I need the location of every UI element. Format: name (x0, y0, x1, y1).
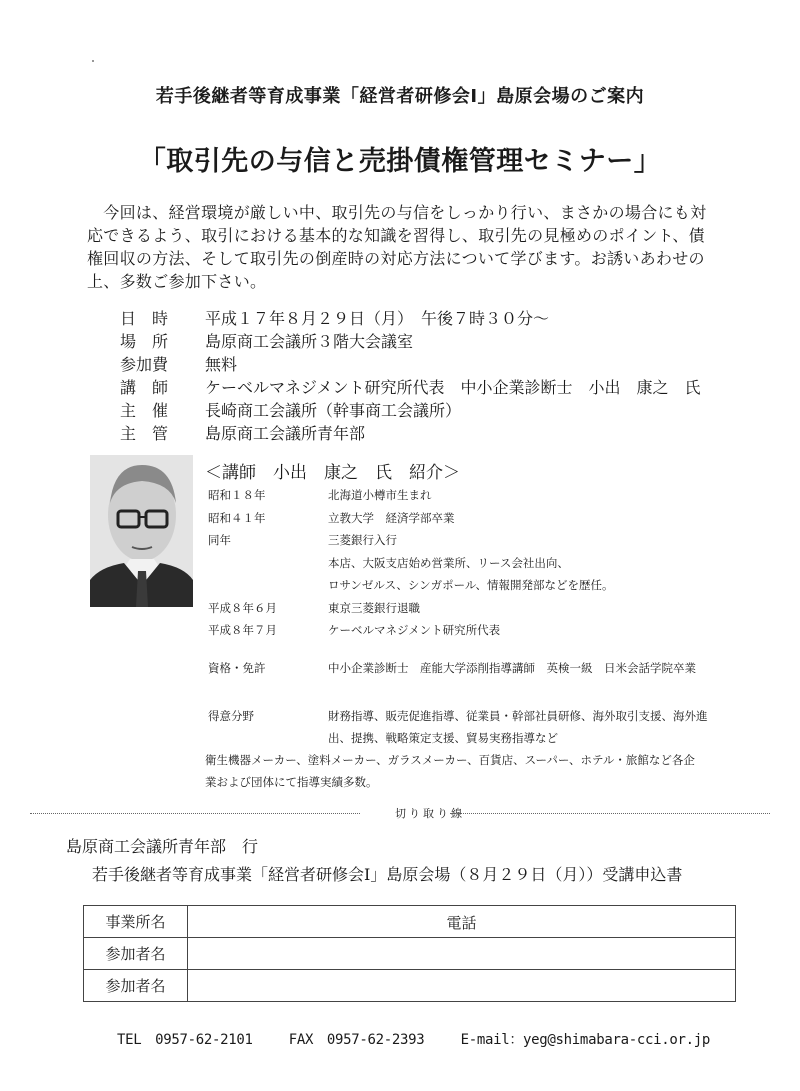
history-value: 東京三菱銀行退職 (328, 601, 420, 615)
participant-name-field[interactable] (188, 938, 736, 970)
detail-label: 講 師 (120, 378, 169, 397)
detail-row-lecturer (120, 376, 760, 399)
intro-line: 権回収の方法、そして取引先の倒産時の対応方法について学びます。お誘いあわせの (87, 249, 705, 268)
cut-line-dash-right (450, 813, 770, 814)
detail-row-fee (120, 353, 760, 376)
cut-line-dash-left (30, 813, 360, 814)
participant-name-field[interactable] (188, 970, 736, 1002)
history-value: ケーベルマネジメント研究所代表 (328, 623, 501, 637)
detail-value: 長崎商工会議所（幹事商工会議所） (205, 401, 462, 420)
history-key: 平成８年７月 (208, 623, 277, 637)
cut-line-label: 切り取り線 (395, 807, 465, 820)
form-row-participant (84, 938, 736, 970)
detail-value: 島原商工会議所青年部 (205, 424, 366, 443)
portrait-icon (90, 455, 193, 607)
qualifications-label: 資格・免許 (208, 661, 266, 675)
intro-line: 上、多数ご参加下さい。 (87, 272, 267, 291)
detail-label: 参加費 (120, 355, 169, 374)
detail-label: 主 管 (120, 424, 169, 443)
contact-tel: TEL 0957-62-2101 (117, 1032, 253, 1048)
scan-speck (92, 60, 94, 62)
qualifications-value: 中小企業診断士 産能大学添削指導講師 英検一級 日米会話学院卒業 (328, 661, 696, 675)
clients-line: 衛生機器メーカー、塗料メーカー、ガラスメーカー、百貨店、スーパー、ホテル・旅館など各企 (205, 753, 695, 767)
contact-email[interactable]: E-mail：yeg@shimabara-cci.or.jp (460, 1032, 710, 1048)
contact-info (117, 1029, 738, 1049)
detail-value: 平成１７年８月２９日（月） 午後７時３０分～ (205, 309, 550, 328)
history-value: 本店、大阪支店始め営業所、リース会社出向、 (328, 556, 569, 570)
event-details (120, 307, 760, 445)
history-key: 昭和１８年 (208, 488, 266, 502)
cut-line (30, 805, 770, 821)
detail-row-organizer (120, 399, 760, 422)
business-name-field[interactable] (188, 906, 736, 938)
history-value: 立教大学 経済学部卒業 (328, 511, 455, 525)
expertise-value: 出、提携、戦略策定支援、貿易実務指導など (328, 731, 558, 745)
history-key: 平成８年６月 (208, 601, 277, 615)
intro-line: 応できるよう、取引における基本的な知識を習得し、取引先の見極めのポイント、債 (87, 226, 705, 245)
seminar-title: 「取引先の与信と売掛債権管理セミナー」 (138, 146, 662, 177)
participant-name-label: 参加者名 (84, 938, 188, 970)
detail-row-datetime (120, 307, 760, 330)
form-row-business (84, 906, 736, 938)
detail-label: 日 時 (120, 309, 169, 328)
detail-value: 島原商工会議所３階大会議室 (205, 332, 414, 351)
history-value: 三菱銀行入行 (328, 533, 397, 547)
history-value: ロサンゼルス、シンガポール、情報開発部などを歴任。 (328, 578, 614, 592)
participant-name-label: 参加者名 (84, 970, 188, 1002)
contact-fax: FAX 0957-62-2393 (288, 1032, 425, 1048)
form-title: 若手後継者等育成事業「経営者研修会Ⅰ」島原会場（８月２９日（月））受講申込書 (92, 865, 683, 884)
history-key: 同年 (208, 533, 231, 547)
history-key: 昭和４１年 (208, 511, 266, 525)
form-row-participant (84, 970, 736, 1002)
phone-label: 電話 (446, 914, 477, 932)
history-value: 北海道小樽市生まれ (328, 488, 432, 502)
business-name-label: 事業所名 (84, 906, 188, 938)
detail-row-venue (120, 330, 760, 353)
clients-line: 業および団体にて指導実績多数。 (205, 775, 378, 789)
detail-label: 場 所 (120, 332, 169, 351)
speaker-photo (90, 455, 193, 607)
detail-row-host (120, 422, 760, 445)
application-form (83, 905, 736, 1002)
form-recipient: 島原商工会議所青年部 行 (66, 837, 259, 856)
intro-line: 今回は、経営環境が厳しい中、取引先の与信をしっかり行い、まさかの場合にも対 (87, 203, 707, 222)
expertise-label: 得意分野 (208, 709, 254, 723)
intro-paragraph (87, 201, 727, 293)
detail-value: ケーベルマネジメント研究所代表 中小企業診断士 小出 康之 氏 (205, 378, 701, 397)
detail-label: 主 催 (120, 401, 169, 420)
event-subtitle: 若手後継者等育成事業「経営者研修会Ⅰ」島原会場のご案内 (155, 86, 645, 107)
expertise-value: 財務指導、販売促進指導、従業員・幹部社員研修、海外取引支援、海外進 (328, 709, 708, 723)
detail-value: 無料 (205, 355, 238, 374)
speaker-heading: ＜講師 小出 康之 氏 紹介＞ (205, 463, 460, 483)
